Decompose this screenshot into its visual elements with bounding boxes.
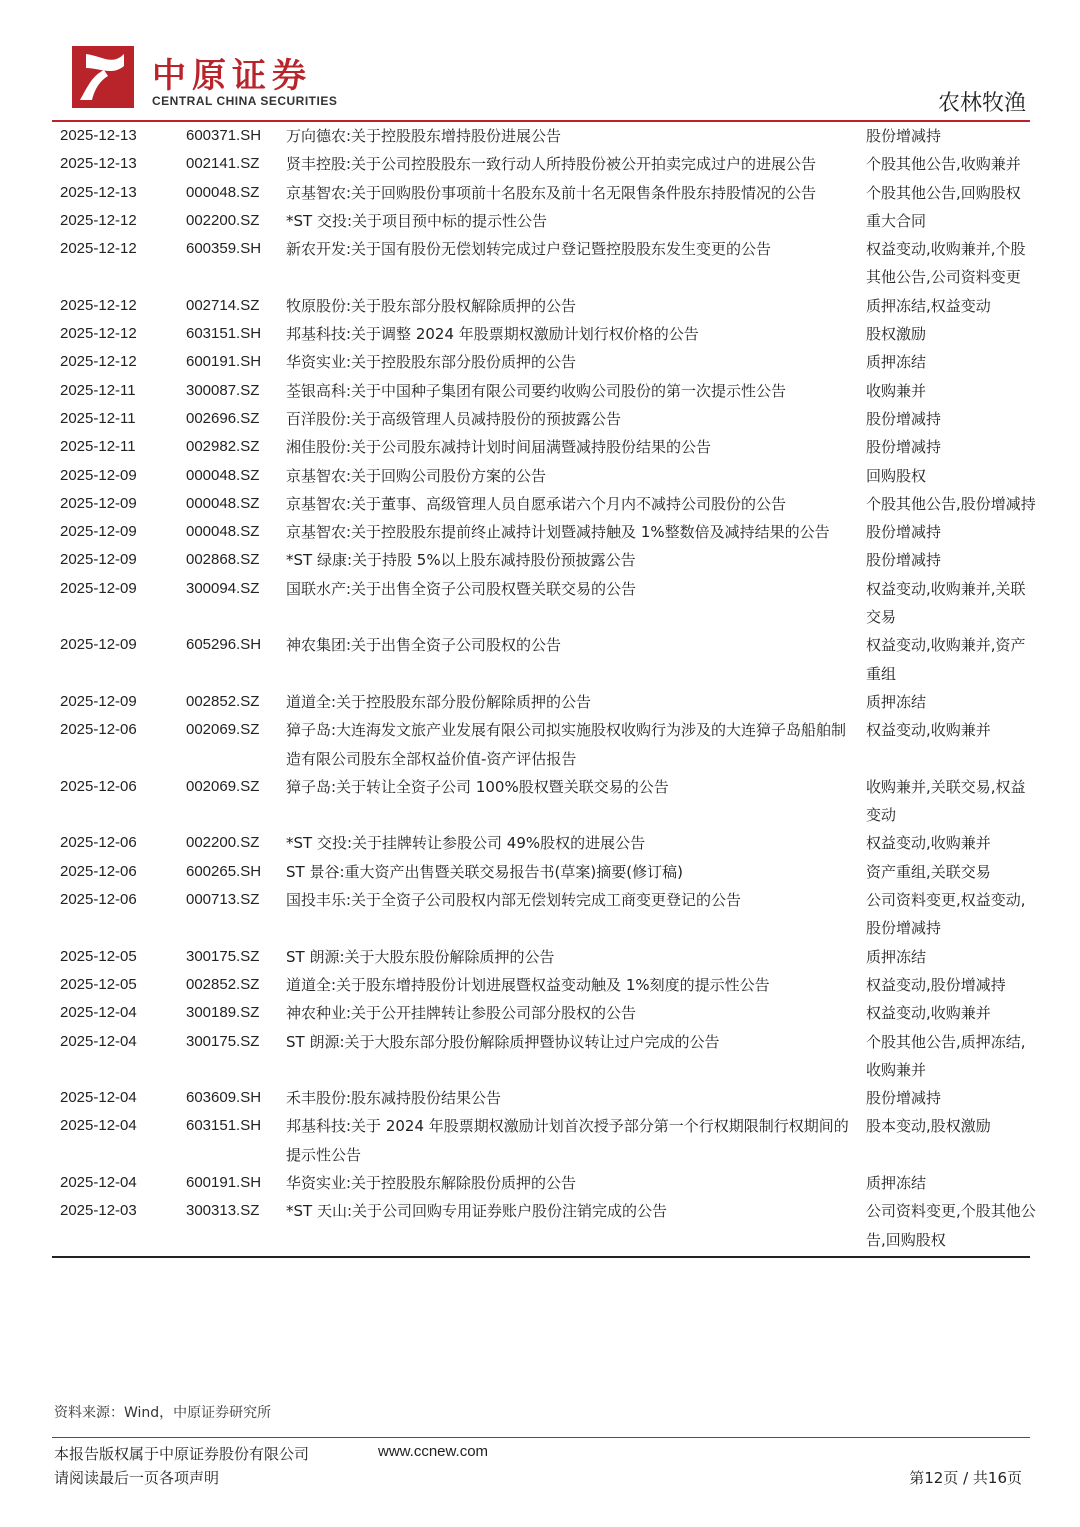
table-row <box>52 971 1038 999</box>
announcement-type: 个股其他公告,股份增减持 <box>866 494 1036 513</box>
stock-code: 000048.SZ <box>186 466 260 484</box>
stock-code: 002868.SZ <box>186 551 260 569</box>
stock-code: 002852.SZ <box>186 975 260 993</box>
footer-divider <box>52 1437 1030 1438</box>
announcement-type: 质押冻结 <box>866 353 927 372</box>
announcement-title: 京基智农:关于回购股份事项前十名股东及前十名无限售条件股东持股情况的公告 <box>286 183 817 202</box>
stock-code: 300313.SZ <box>186 1202 260 1220</box>
announcement-title: 禾丰股份:股东减持股份结果公告 <box>286 1089 502 1108</box>
logo-chinese-text: 中原证券 <box>152 56 312 96</box>
announcement-type: 质押冻结 <box>866 692 927 711</box>
stock-code: 002200.SZ <box>186 834 260 852</box>
table-row <box>52 546 1038 574</box>
announcement-date: 2025-12-09 <box>60 636 137 654</box>
announcement-type: 股份增减持 <box>866 127 942 145</box>
announcement-date: 2025-12-12 <box>60 353 137 371</box>
announcement-title: 国投丰乐:关于全资子公司股权内部无偿划转完成工商变更登记的公告 <box>286 891 742 910</box>
section-title: 农林牧渔 <box>937 91 1026 116</box>
stock-code: 603151.SH <box>186 1117 262 1135</box>
website-link[interactable]: www.ccnew.com <box>378 1443 489 1460</box>
table-row <box>52 631 1038 688</box>
announcement-table <box>52 122 1038 1254</box>
stock-code: 300175.SZ <box>186 1032 260 1050</box>
announcement-type: 个股其他公告,质押冻结,收购兼并 <box>866 1032 1026 1079</box>
stock-code: 300189.SZ <box>186 1004 260 1022</box>
stock-code: 603609.SH <box>186 1089 262 1107</box>
table-row <box>52 348 1038 376</box>
table-row <box>52 1169 1038 1197</box>
announcement-date: 2025-12-05 <box>60 975 137 993</box>
company-logo <box>72 46 392 112</box>
announcement-date: 2025-12-11 <box>60 381 136 399</box>
announcement-title: *ST 交投:关于项目预中标的提示性公告 <box>286 211 548 230</box>
table-row <box>52 292 1038 320</box>
table-row <box>52 179 1038 207</box>
stock-code: 002982.SZ <box>186 438 260 456</box>
announcement-type: 股份增减持 <box>866 409 942 428</box>
stock-code: 600371.SH <box>186 127 262 144</box>
table-row <box>52 575 1038 632</box>
announcement-date: 2025-12-13 <box>60 183 137 201</box>
announcement-title: 獐子岛:关于转让全资子公司 100%股权暨关联交易的公告 <box>286 777 669 796</box>
announcement-title: 华资实业:关于控股股东解除股份质押的公告 <box>286 1173 577 1192</box>
announcement-date: 2025-12-09 <box>60 466 137 484</box>
logo-mark-icon <box>72 46 134 108</box>
announcement-title: 荃银高科:关于中国种子集团有限公司要约收购公司股份的第一次提示性公告 <box>286 381 787 400</box>
announcement-title: 京基智农:关于回购公司股份方案的公告 <box>286 466 547 485</box>
announcement-title: 国联水产:关于出售全资子公司股权暨关联交易的公告 <box>286 579 637 598</box>
table-row <box>52 943 1038 971</box>
stock-code: 603151.SH <box>186 325 262 343</box>
announcement-title: ST 朗源:关于大股东部分股份解除质押暨协议转让过户完成的公告 <box>286 1032 720 1051</box>
announcement-date: 2025-12-09 <box>60 551 137 569</box>
stock-code: 000048.SZ <box>186 523 260 541</box>
table-row <box>52 433 1038 461</box>
announcement-title: 神农种业:关于公开挂牌转让参股公司部分股权的公告 <box>286 1004 637 1023</box>
announcement-type: 权益变动,股份增减持 <box>866 975 1006 994</box>
stock-code: 002069.SZ <box>186 721 260 739</box>
announcement-type: 资产重组,关联交易 <box>866 862 991 881</box>
announcement-type: 权益变动,收购兼并,关联交易 <box>866 579 1026 627</box>
stock-code: 600191.SH <box>186 353 262 371</box>
announcement-date: 2025-12-09 <box>60 523 137 541</box>
stock-code: 002141.SZ <box>186 155 260 173</box>
announcement-date: 2025-12-06 <box>60 777 137 795</box>
stock-code: 002200.SZ <box>186 211 260 229</box>
table-row <box>52 405 1038 433</box>
stock-code: 002852.SZ <box>186 692 260 710</box>
announcement-date: 2025-12-04 <box>60 1173 137 1191</box>
announcement-type: 公司资料变更,权益变动,股份增减持 <box>866 891 1026 938</box>
announcement-date: 2025-12-04 <box>60 1004 137 1022</box>
table-row <box>52 688 1038 716</box>
table-row <box>52 999 1038 1027</box>
stock-code: 600265.SH <box>186 862 262 880</box>
announcement-type: 质押冻结 <box>866 1173 927 1192</box>
announcement-title: 道道全:关于控股股东部分股份解除质押的公告 <box>286 692 592 711</box>
announcement-type: 股份增减持 <box>866 1089 942 1108</box>
announcement-date: 2025-12-06 <box>60 891 137 909</box>
announcement-date: 2025-12-13 <box>60 155 137 173</box>
announcement-date: 2025-12-09 <box>60 692 137 710</box>
copyright-notice: 本报告版权属于中原证券股份有限公司 <box>54 1445 310 1463</box>
stock-code: 000048.SZ <box>186 183 260 201</box>
stock-code: 000048.SZ <box>186 494 260 512</box>
announcement-type: 质押冻结 <box>866 947 927 966</box>
table-row <box>52 518 1038 546</box>
announcement-type: 质押冻结,权益变动 <box>866 296 991 315</box>
stock-code: 000713.SZ <box>186 891 260 909</box>
table-row <box>52 829 1038 857</box>
announcement-type: 公司资料变更,个股其他公告,回购股权 <box>866 1202 1036 1249</box>
announcement-type: 权益变动,收购兼并 <box>866 834 991 853</box>
announcement-title: 新农开发:关于国有股份无偿划转完成过户登记暨控股股东发生变更的公告 <box>286 240 772 259</box>
table-row <box>52 716 1038 773</box>
stock-code: 002714.SZ <box>186 296 260 314</box>
announcement-type: 权益变动,收购兼并,个股其他公告,公司资料变更 <box>866 240 1026 287</box>
announcement-title: 邦基科技:关于 2024 年股票期权激励计划首次授予部分第一个行权期限制行权期间的提示性公告 <box>286 1117 849 1164</box>
announcement-date: 2025-12-04 <box>60 1032 137 1050</box>
table-row <box>52 886 1038 943</box>
announcement-title: 万向德农:关于控股股东增持股份进展公告 <box>286 127 562 145</box>
announcement-type: 个股其他公告,收购兼并 <box>866 155 1021 174</box>
announcement-type: 收购兼并,关联交易,权益变动 <box>866 777 1026 825</box>
table-row <box>52 320 1038 348</box>
announcement-date: 2025-12-12 <box>60 211 137 229</box>
report-header <box>52 40 1030 122</box>
stock-code: 300175.SZ <box>186 947 260 965</box>
announcement-title: 百洋股份:关于高级管理人员减持股份的预披露公告 <box>286 409 622 428</box>
announcement-date: 2025-12-13 <box>60 127 137 144</box>
announcement-date: 2025-12-05 <box>60 947 137 965</box>
table-row <box>52 122 1038 150</box>
table-row <box>52 490 1038 518</box>
announcement-date: 2025-12-12 <box>60 296 137 314</box>
announcement-type: 股权激励 <box>866 325 927 344</box>
data-source-note: 资料来源：Wind，中原证券研究所 <box>54 1405 272 1421</box>
table-row <box>52 1197 1038 1254</box>
announcement-date: 2025-12-09 <box>60 579 137 597</box>
announcement-title: 京基智农:关于董事、高级管理人员自愿承诺六个月内不减持公司股份的公告 <box>286 494 787 513</box>
announcement-title: 神农集团:关于出售全资子公司股权的公告 <box>286 636 562 655</box>
announcement-type: 收购兼并 <box>866 381 927 400</box>
table-row <box>52 1112 1038 1169</box>
announcement-type: 重大合同 <box>866 211 927 230</box>
announcement-date: 2025-12-12 <box>60 325 137 343</box>
announcement-type: 权益变动,收购兼并 <box>866 1004 991 1023</box>
stock-code: 600359.SH <box>186 240 262 258</box>
announcement-type: 回购股权 <box>866 466 927 485</box>
announcement-date: 2025-12-09 <box>60 494 137 512</box>
stock-code: 300087.SZ <box>186 381 260 399</box>
announcement-title: ST 朗源:关于大股东股份解除质押的公告 <box>286 947 555 966</box>
announcement-title: *ST 交投:关于挂牌转让参股公司 49%股权的进展公告 <box>286 834 646 853</box>
disclaimer-note: 请阅读最后一页各项声明 <box>54 1469 220 1487</box>
announcement-title: 道道全:关于股东增持股份计划进展暨权益变动触及 1%刻度的提示性公告 <box>286 975 770 994</box>
announcement-title: 京基智农:关于控股股东提前终止减持计划暨减持触及 1%整数倍及减持结果的公告 <box>286 523 830 542</box>
announcement-date: 2025-12-11 <box>60 409 136 427</box>
announcement-date: 2025-12-06 <box>60 721 137 739</box>
table-row <box>52 377 1038 405</box>
table-row <box>52 1084 1038 1112</box>
announcement-date: 2025-12-04 <box>60 1117 137 1135</box>
announcement-date: 2025-12-11 <box>60 438 136 456</box>
announcement-title: *ST 天山:关于公司回购专用证券账户股份注销完成的公告 <box>286 1202 668 1221</box>
announcement-type: 股份增减持 <box>866 551 942 570</box>
announcement-date: 2025-12-06 <box>60 834 137 852</box>
page-number: 第12页 / 共16页 <box>909 1469 1022 1487</box>
announcement-type: 股份增减持 <box>866 438 942 457</box>
announcement-title: ST 景谷:重大资产出售暨关联交易报告书(草案)摘要(修订稿) <box>286 862 683 881</box>
announcement-title: 贤丰控股:关于公司控股股东一致行动人所持股份被公开拍卖完成过户的进展公告 <box>286 155 817 174</box>
announcement-date: 2025-12-03 <box>60 1202 137 1220</box>
table-row <box>52 150 1038 178</box>
stock-code: 600191.SH <box>186 1173 262 1191</box>
table-row <box>52 462 1038 490</box>
announcement-title: 邦基科技:关于调整 2024 年股票期权激励计划行权价格的公告 <box>286 325 699 344</box>
table-row <box>52 207 1038 235</box>
stock-code: 002696.SZ <box>186 409 260 427</box>
announcement-title: 牧原股份:关于股东部分股权解除质押的公告 <box>286 296 577 315</box>
announcement-type: 个股其他公告,回购股权 <box>866 183 1021 202</box>
announcement-type: 权益变动,收购兼并,资产重组 <box>866 636 1026 683</box>
table-row <box>52 1028 1038 1085</box>
logo-english-text: CENTRAL CHINA SECURITIES <box>152 94 338 108</box>
announcement-title: 湘佳股份:关于公司股东减持计划时间届满暨减持股份结果的公告 <box>286 438 712 457</box>
announcement-date: 2025-12-04 <box>60 1089 137 1107</box>
announcement-type: 股本变动,股权激励 <box>866 1117 991 1136</box>
table-row <box>52 858 1038 886</box>
announcement-title: *ST 绿康:关于持股 5%以上股东减持股份预披露公告 <box>286 551 636 570</box>
announcement-date: 2025-12-06 <box>60 862 137 880</box>
stock-code: 002069.SZ <box>186 777 260 795</box>
stock-code: 605296.SH <box>186 636 262 654</box>
announcement-type: 权益变动,收购兼并 <box>866 721 991 740</box>
table-bottom-divider <box>52 1256 1030 1258</box>
table-row <box>52 773 1038 830</box>
announcement-title: 獐子岛:大连海发文旅产业发展有限公司拟实施股权收购行为涉及的大连獐子岛船舶制造有限公司股东全部权益价值-资产评估报告 <box>286 721 847 768</box>
table-row <box>52 235 1038 292</box>
announcement-title: 华资实业:关于控股股东部分股份质押的公告 <box>286 353 577 372</box>
announcement-type: 股份增减持 <box>866 523 942 542</box>
announcement-date: 2025-12-12 <box>60 240 137 258</box>
stock-code: 300094.SZ <box>186 579 260 597</box>
